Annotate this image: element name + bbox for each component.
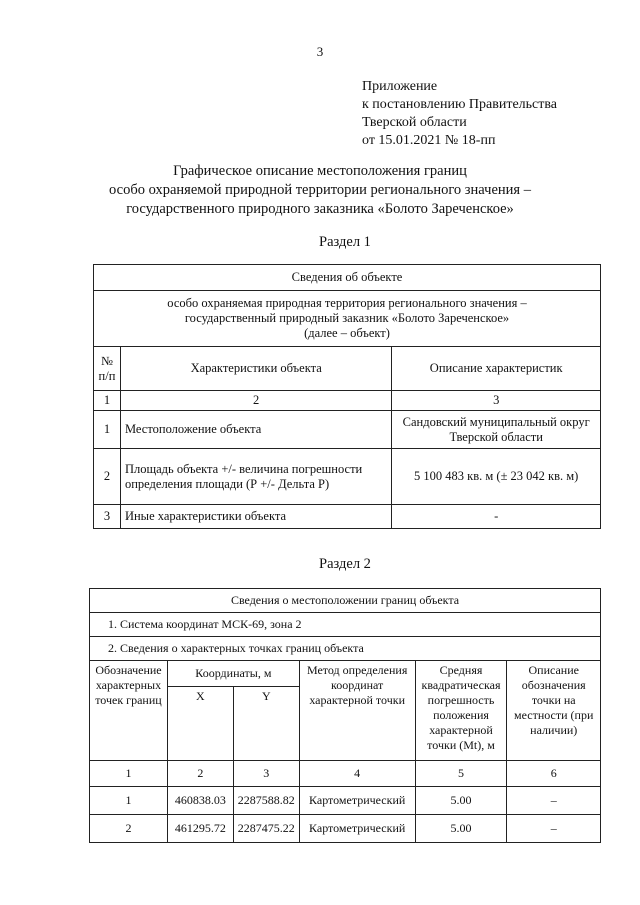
table-row — [90, 815, 601, 843]
accuracy-header: Средняя квадратическая погрешность положения характерной точки (Mt), м — [415, 661, 507, 761]
object-line-1: особо охраняемая природная территория регионального значения – — [167, 296, 527, 310]
object-description — [94, 291, 601, 347]
title-line-1: Графическое описание местоположения границ — [173, 163, 467, 179]
col-index-5: 5 — [415, 761, 507, 787]
object-info-table — [93, 264, 601, 529]
object-table-caption: Сведения об объекте — [94, 265, 601, 291]
table-row — [94, 505, 601, 529]
x-header: X — [167, 687, 233, 761]
point-id: 1 — [90, 787, 168, 815]
appendix-block — [362, 78, 557, 150]
col-index-3: 3 — [233, 761, 299, 787]
coordinates-header: Координаты, м — [167, 661, 299, 687]
point-x: 460838.03 — [167, 787, 233, 815]
col-index-3: 3 — [392, 391, 601, 411]
point-id: 2 — [90, 815, 168, 843]
boundary-table-caption: Сведения о местоположении границ объекта — [90, 589, 601, 613]
col-characteristics-header: Характеристики объекта — [120, 347, 391, 391]
point-description: – — [507, 787, 601, 815]
point-designation-header: Обозначение характерных точек границ — [90, 661, 168, 761]
object-line-2: государственный природный заказник «Болото Зареченское» — [184, 311, 510, 325]
method-header: Метод определения координат характерной точки — [299, 661, 415, 761]
section-1-heading: Раздел 1 — [319, 234, 371, 250]
point-x: 461295.72 — [167, 815, 233, 843]
point-y: 2287475.22 — [233, 815, 299, 843]
points-caption: 2. Сведения о характерных точках границ объекта — [90, 637, 601, 661]
section-2-heading: Раздел 2 — [319, 556, 371, 572]
table-row — [94, 449, 601, 505]
row-number: 3 — [94, 505, 121, 529]
row-characteristic: Площадь объекта +/- величина погрешности определения площади (Р +/- Дельта Р) — [120, 449, 391, 505]
col-index-2: 2 — [120, 391, 391, 411]
point-description-header: Описание обозначения точки на местности (при наличии) — [507, 661, 601, 761]
col-index-1: 1 — [94, 391, 121, 411]
y-header: Y — [233, 687, 299, 761]
row-description: 5 100 483 кв. м (± 23 042 кв. м) — [392, 449, 601, 505]
title-line-3: государственного природного заказника «Болото Зареченское» — [126, 201, 514, 217]
point-description: – — [507, 815, 601, 843]
row-characteristic: Местоположение объекта — [120, 411, 391, 449]
appendix-line-4: от 15.01.2021 № 18-пп — [362, 133, 496, 148]
row-number: 1 — [94, 411, 121, 449]
page-number: 3 — [316, 44, 324, 59]
col-index-1: 1 — [90, 761, 168, 787]
col-number-header: № п/п — [94, 347, 121, 391]
col-index-4: 4 — [299, 761, 415, 787]
point-method: Картометрический — [299, 815, 415, 843]
col-description-header: Описание характеристик — [392, 347, 601, 391]
appendix-line-2: к постановлению Правительства — [362, 97, 558, 112]
point-accuracy: 5.00 — [415, 815, 507, 843]
title-line-2: особо охраняемой природной территории регионального значения – — [109, 182, 531, 198]
row-number: 2 — [94, 449, 121, 505]
appendix-line-1: Приложение — [362, 79, 438, 94]
point-accuracy: 5.00 — [415, 787, 507, 815]
row-description: Сандовский муниципальный округ Тверской области — [392, 411, 601, 449]
point-method: Картометрический — [299, 787, 415, 815]
document-title — [40, 162, 600, 219]
table-row — [94, 411, 601, 449]
row-characteristic: Иные характеристики объекта — [120, 505, 391, 529]
coordinate-system: 1. Система координат МСК-69, зона 2 — [90, 613, 601, 637]
point-y: 2287588.82 — [233, 787, 299, 815]
appendix-line-3: Тверской области — [362, 115, 467, 130]
row-description: - — [392, 505, 601, 529]
col-index-2: 2 — [167, 761, 233, 787]
col-index-6: 6 — [507, 761, 601, 787]
table-row — [90, 787, 601, 815]
boundary-points-table — [89, 588, 601, 843]
object-line-3: (далее – объект) — [304, 326, 390, 340]
